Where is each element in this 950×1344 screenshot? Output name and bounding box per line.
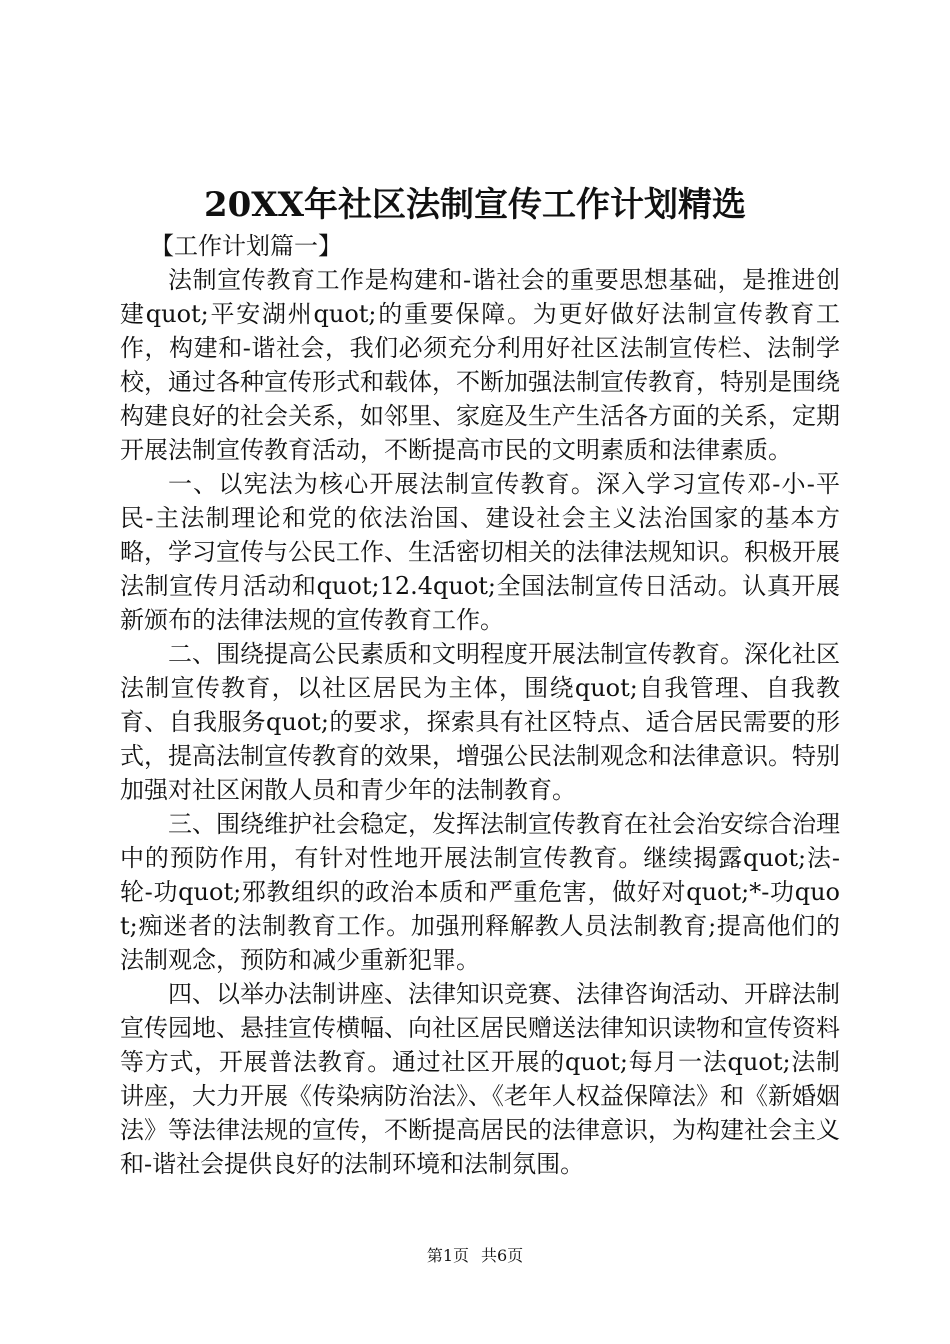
section-heading: 【工作计划篇一】: [150, 232, 342, 260]
paragraph-item-4: 四、以举办法制讲座、法律知识竞赛、法律咨询活动、开辟法制宣传园地、悬挂宣传横幅、向社区居民赠送法律知识读物和宣传资料等方式，开展普法教育。通过社区开展的quot;每月一法quot;法制讲座，大力开展《传染病防治法》、《老年人权益保障法》和《新婚姻法》等法律法规的宣传，不断提高居民的法律意识，为构建社会主义和-谐社会提供良好的法制环境和法制氛围。: [120, 980, 840, 1178]
paragraph-item-1: 一、以宪法为核心开展法制宣传教育。深入学习宣传邓-小-平民-主法制理论和党的依法治国、建设社会主义法治国家的基本方略，学习宣传与公民工作、生活密切相关的法律法规知识。积极开展法制宣传月活动和quot;12.4quot;全国法制宣传日活动。认真开展新颁布的法律法规的宣传教育工作。: [120, 470, 840, 634]
intro-paragraph: 法制宣传教育工作是构建和-谐社会的重要思想基础，是推进创建quot;平安湖州quot;的重要保障。为更好做好法制宣传教育工作，构建和-谐社会，我们必须充分利用好社区法制宣传栏、法制学校，通过各种宣传形式和载体，不断加强法制宣传教育，特别是围绕构建良好的社会关系，如邻里、家庭及生产生活各方面的关系，定期开展法制宣传教育活动，不断提高市民的文明素质和法律素质。: [120, 266, 840, 464]
paragraph-item-2: 二、围绕提高公民素质和文明程度开展法制宣传教育。深化社区法制宣传教育，以社区居民为主体，围绕quot;自我管理、自我教育、自我服务quot;的要求，探索具有社区特点、适合居民需要的形式，提高法制宣传教育的效果，增强公民法制观念和法律意识。特别加强对社区闲散人员和青少年的法制教育。: [120, 640, 840, 804]
page-footer: [0, 1244, 950, 1268]
paragraph-item-3: 三、围绕维护社会稳定，发挥法制宣传教育在社会治安综合治理中的预防作用，有针对性地开展法制宣传教育。继续揭露quot;法-轮-功quot;邪教组织的政治本质和严重危害，做好对quot;*-功quot;痴迷者的法制教育工作。加强刑释解教人员法制教育;提高他们的法制观念，预防和减少重新犯罪。: [120, 810, 840, 974]
document-title: 20XX年社区法制宣传工作计划精选: [203, 185, 747, 225]
page-total: 共6页: [481, 1246, 524, 1265]
page-number: 第1页: [426, 1246, 469, 1265]
document-body: [120, 229, 840, 1181]
